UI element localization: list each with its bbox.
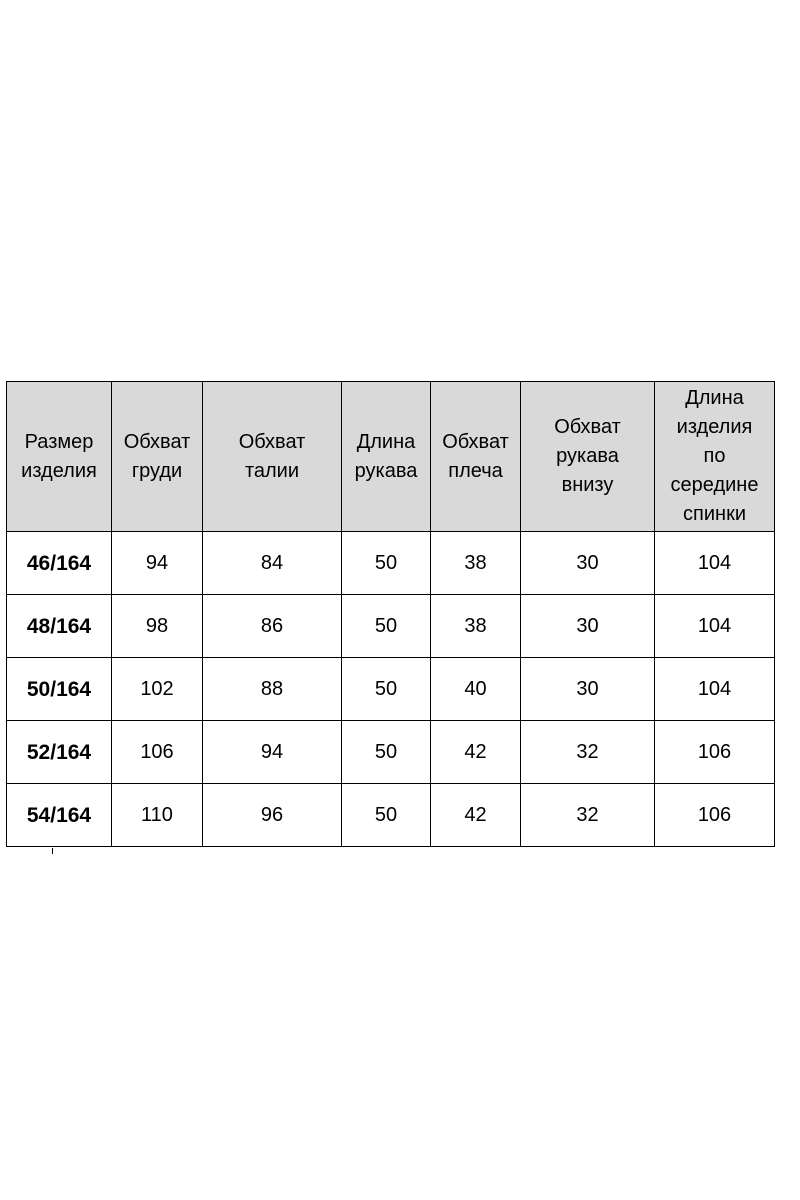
sleeve-length-cell: 50 <box>342 595 431 658</box>
header-row <box>7 382 775 532</box>
header-waist-girth: Обхват талии <box>203 382 342 532</box>
header-chest-girth: Обхват груди <box>112 382 203 532</box>
chest-cell: 94 <box>112 532 203 595</box>
back-length-cell: 104 <box>655 658 775 721</box>
waist-cell: 96 <box>203 784 342 847</box>
header-size: Размер изделия <box>7 382 112 532</box>
waist-cell: 94 <box>203 721 342 784</box>
table-row <box>7 784 775 847</box>
table-row <box>7 721 775 784</box>
size-cell: 46/164 <box>7 532 112 595</box>
size-chart-table <box>6 381 775 847</box>
sleeve-bottom-cell: 32 <box>521 721 655 784</box>
back-length-cell: 106 <box>655 721 775 784</box>
sleeve-bottom-cell: 30 <box>521 658 655 721</box>
chest-cell: 102 <box>112 658 203 721</box>
table-row <box>7 532 775 595</box>
header-back-length: Длина изделия по середине спинки <box>655 382 775 532</box>
header-sleeve-length: Длина рукава <box>342 382 431 532</box>
sleeve-length-cell: 50 <box>342 532 431 595</box>
header-sleeve-bottom-girth: Обхват рукава внизу <box>521 382 655 532</box>
waist-cell: 84 <box>203 532 342 595</box>
back-length-cell: 106 <box>655 784 775 847</box>
waist-cell: 86 <box>203 595 342 658</box>
sleeve-length-cell: 50 <box>342 721 431 784</box>
sleeve-length-cell: 50 <box>342 784 431 847</box>
stray-tick-mark <box>52 848 53 854</box>
header-shoulder-girth: Обхват плеча <box>431 382 521 532</box>
shoulder-cell: 42 <box>431 784 521 847</box>
sleeve-bottom-cell: 30 <box>521 595 655 658</box>
shoulder-cell: 40 <box>431 658 521 721</box>
chest-cell: 106 <box>112 721 203 784</box>
sleeve-length-cell: 50 <box>342 658 431 721</box>
size-cell: 48/164 <box>7 595 112 658</box>
table-row <box>7 595 775 658</box>
size-cell: 50/164 <box>7 658 112 721</box>
chest-cell: 110 <box>112 784 203 847</box>
back-length-cell: 104 <box>655 532 775 595</box>
size-cell: 52/164 <box>7 721 112 784</box>
shoulder-cell: 42 <box>431 721 521 784</box>
chest-cell: 98 <box>112 595 203 658</box>
table-row <box>7 658 775 721</box>
shoulder-cell: 38 <box>431 532 521 595</box>
size-cell: 54/164 <box>7 784 112 847</box>
sleeve-bottom-cell: 30 <box>521 532 655 595</box>
table-header <box>7 382 775 532</box>
sleeve-bottom-cell: 32 <box>521 784 655 847</box>
waist-cell: 88 <box>203 658 342 721</box>
back-length-cell: 104 <box>655 595 775 658</box>
shoulder-cell: 38 <box>431 595 521 658</box>
table-body <box>7 532 775 847</box>
